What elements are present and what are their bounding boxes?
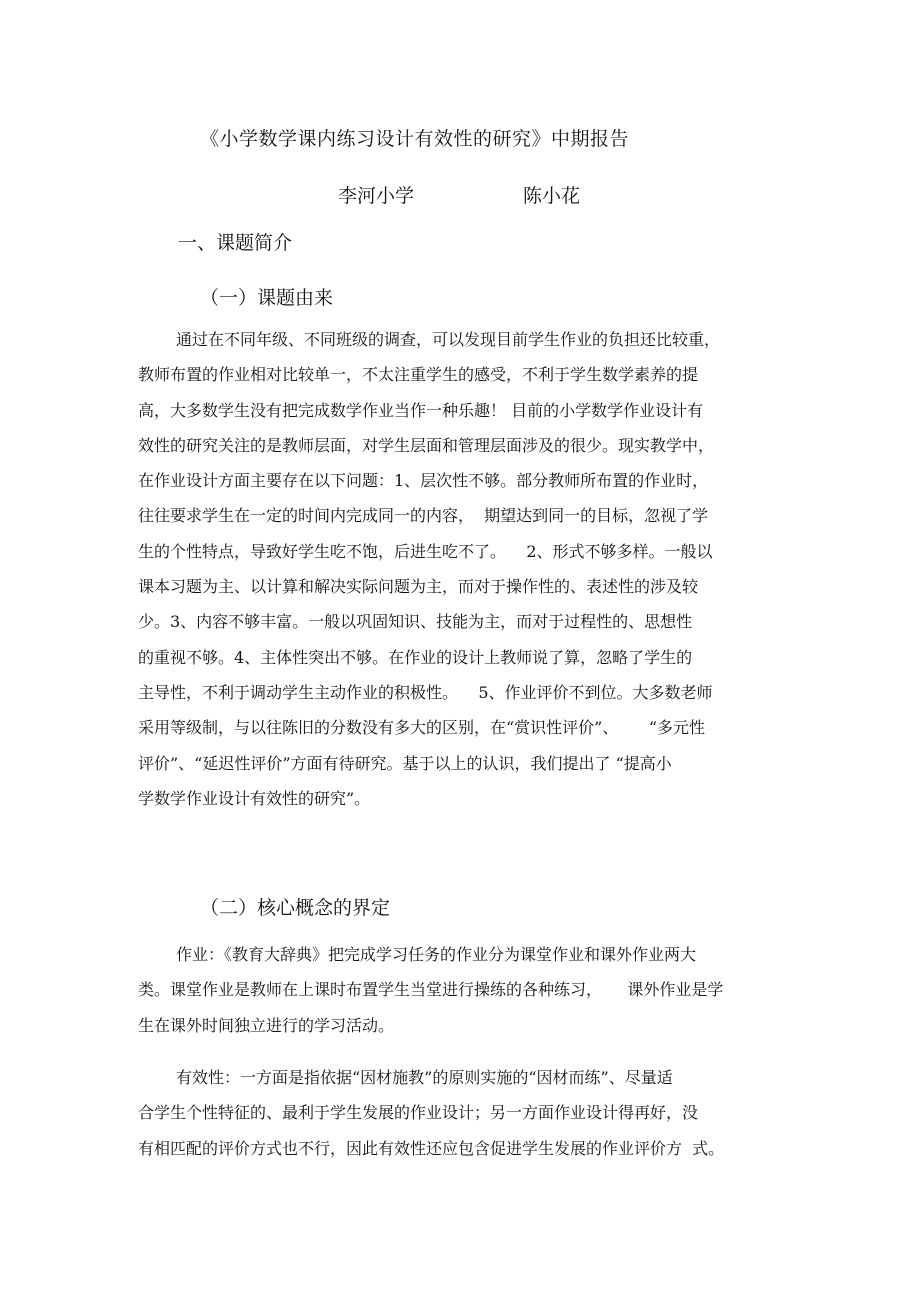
paragraph-effectiveness-definition: [138, 1060, 798, 1166]
subsection-heading-origin: （一）课题由来: [200, 287, 334, 309]
paragraph-line: 生的个性特点，导致好学生吃不饱，后进生吃不了。 2、形式不够多样。一般以: [138, 541, 713, 561]
paragraph-line: 评价”、“延迟性评价”方面有待研究。基于以上的认识，我们提出了 “提高小: [138, 753, 672, 773]
paragraph-line: 有相匹配的评价方式也不行，因此有效性还应包含促进学生发展的作业评价方 式。: [138, 1138, 725, 1158]
paragraph-line: 采用等级制，与以往陈旧的分数没有多大的区别，在“赏识性评价”、 “多元性: [138, 718, 706, 738]
paragraph-line: 效性的研究关注的是教师层面，对学生层面和管理层面涉及的很少。现实教学中，: [138, 435, 715, 455]
paragraph-line: 有效性：一方面是指依据“因材施教”的原则实施的“因材而练”、尽量适: [176, 1068, 673, 1087]
subsection-heading-concepts: （二）核心概念的界定: [200, 897, 391, 919]
paragraph-line: 的重视不够。4、主体性突出不够。在作业的设计上教师说了算，忽略了学生的: [138, 647, 693, 667]
report-title: 《小学数学课内练习设计有效性的研究》中期报告: [200, 128, 630, 150]
paragraph-line: 作业：《教育大辞典》把完成学习任务的作业分为课堂作业和课外作业两大: [176, 945, 697, 964]
paragraph-origin: [138, 322, 798, 816]
paragraph-line: 教师布置的作业相对比较单一，不太注重学生的感受，不利于学生数学素养的提: [138, 365, 699, 385]
school-name: 李河小学: [338, 185, 415, 207]
paragraph-line: 生在课外时间独立进行的学习活动。: [138, 1015, 395, 1035]
paragraph-line: 高，大多数学生没有把完成数学作业当作一种乐趣！ 目前的小学数学作业设计有: [138, 400, 704, 420]
paragraph-line: 往往要求学生在一定的时间内完成同一的内容， 期望达到同一的目标，忽视了学: [138, 506, 709, 526]
paragraph-line: 课本习题为主、以计算和解决实际问题为主，而对于操作性的、表述性的涉及较: [138, 577, 699, 597]
paragraph-homework-definition: [138, 937, 798, 1043]
paragraph-line: 类。课堂作业是教师在上课时布置学生当堂进行操练的各种练习， 课外作业是学: [138, 980, 724, 1000]
section-heading-intro: 一、课题简介: [178, 232, 293, 254]
paragraph-line: 合学生个性特征的、最利于学生发展的作业设计；另一方面作业设计得再好，没: [138, 1103, 699, 1123]
paragraph-line: 在作业设计方面主要存在以下问题：1、层次性不够。部分教师所布置的作业时，: [138, 471, 709, 491]
paragraph-line: 通过在不同年级、不同班级的调查，可以发现目前学生作业的负担还比较重，: [176, 330, 721, 349]
paragraph-line: 少。3、内容不够丰富。一般以巩固知识、技能为主，而对于过程性的、思想性: [138, 612, 693, 632]
paragraph-line: 主导性，不利于调动学生主动作业的积极性。 5、作业评价不到位。大多数老师: [138, 682, 713, 702]
author-name: 陈小花: [523, 185, 581, 207]
paragraph-line: 学数学作业设计有效性的研究”。: [138, 788, 371, 808]
